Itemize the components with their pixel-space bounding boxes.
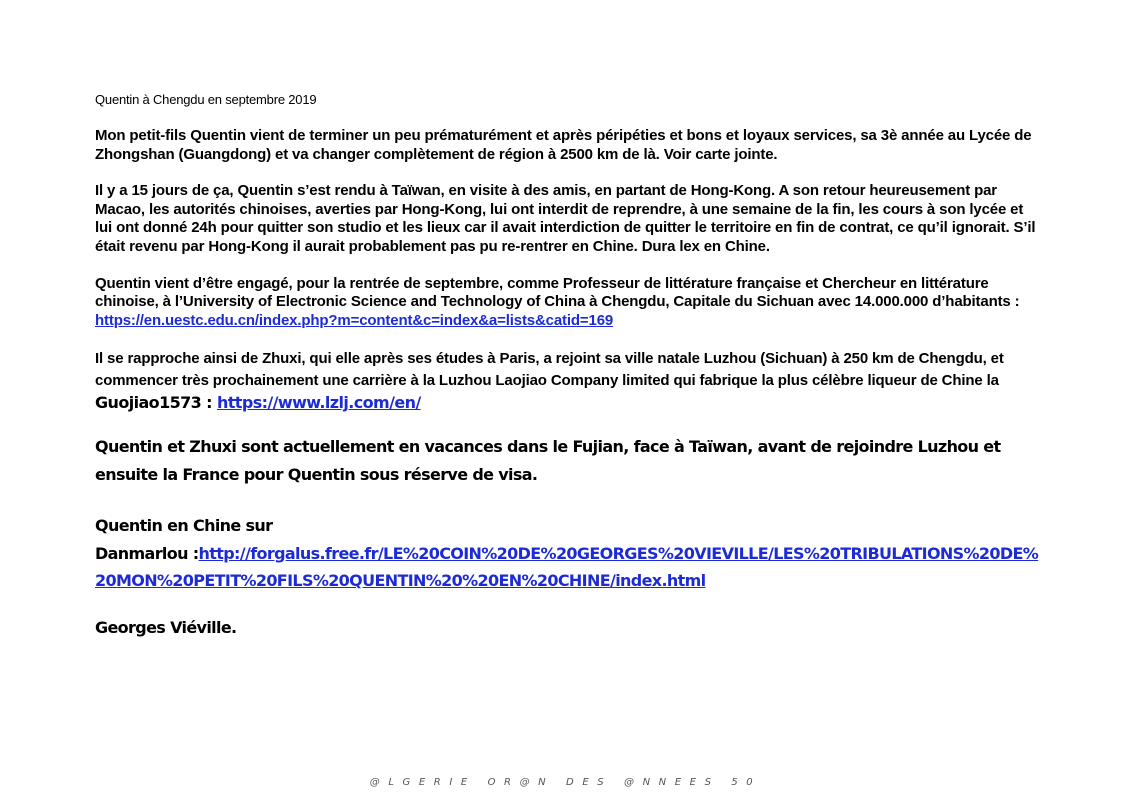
signature: Georges Viéville.	[95, 617, 237, 637]
paragraph-3-text: Quentin vient d’être engagé, pour la rentrée de septembre, comme Professeur de littérature française et Chercheur en littérature chinoise, à l’University of Electronic Science and Technology of China à Chengdu, Capitale du Sichuan avec 14.000.000 d’habitants :	[95, 274, 1020, 311]
paragraph-3	[95, 275, 1040, 331]
lzlj-link[interactable]: https://www.lzlj.com/en/	[216, 393, 421, 413]
danmarlou-link[interactable]: http://forgalus.free.fr/LE%20COIN%20DE%20GEORGES%20VIEVILLE/LES%20TRIBULATIONS%20DE%20MON%20PETIT%20FILS%20QUENTIN%20%20EN%20CHINE/index.html	[95, 543, 1039, 591]
document-body	[95, 92, 1040, 660]
page-footer: @LGERIE OR@N DES @NNEES 50	[369, 777, 762, 788]
paragraph-6	[95, 512, 1040, 595]
paragraph-6-prefix: Danmarlou :	[95, 543, 199, 563]
paragraph-1: Mon petit-fils Quentin vient de terminer un peu prématurément et après péripéties et bons et loyaux services, sa 3è année au Lycée de Zhongshan (Guangdong) et va changer complètement de région à 2500 km de là. Voir carte jointe.	[95, 127, 1032, 163]
paragraph-6-line1: Quentin en Chine sur	[95, 516, 273, 536]
brand-name: Guojiao1573 :	[95, 393, 217, 413]
paragraph-2: Il y a 15 jours de ça, Quentin s’est rendu à Taïwan, en visite à des amis, en partant de Hong-Kong. A son retour heureusement par Macao, les autorités chinoises, averties par Hong-Kong, lui ont interdit de reprendre, à une semaine de la fin, les cours à son lycée et lui ont donné 24h pour quitter son studio et les lieux car il avait interdiction de quitter le territoire en fin de contrat, ce qu’il ignorait. S’il était revenu par Hong-Kong il aurait probablement pas pu re-rentrer en Chine. Dura lex en Chine.	[95, 182, 1036, 255]
uestc-link[interactable]: https://en.uestc.edu.cn/index.php?m=content&c=index&a=lists&catid=169	[95, 311, 614, 329]
paragraph-4-text: Il se rapproche ainsi de Zhuxi, qui elle après ses études à Paris, a rejoint sa ville natale Luzhou (Sichuan) à 250 km de Chengdu, et commencer très prochainement une carrière à la Luzhou Laojiao Company limited qui fabrique la plus célèbre liqueur de Chine la	[95, 350, 1004, 390]
paragraph-4	[95, 348, 1040, 415]
document-title: Quentin à Chengdu en septembre 2019	[95, 92, 317, 107]
paragraph-5: Quentin et Zhuxi sont actuellement en vacances dans le Fujian, face à Taïwan, avant de rejoindre Luzhou et ensuite la France pour Quentin sous réserve de visa.	[95, 437, 1001, 484]
